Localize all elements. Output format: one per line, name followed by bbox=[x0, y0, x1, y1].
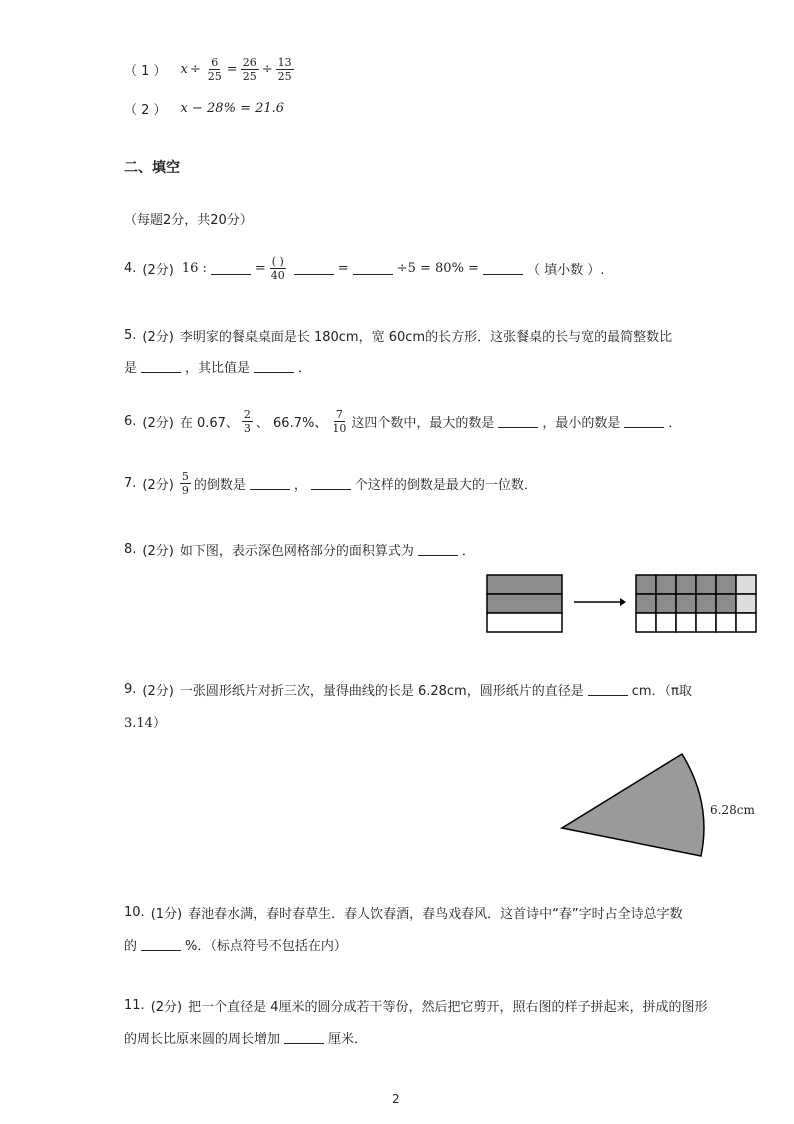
question-text: ， bbox=[293, 478, 307, 493]
grid-cell bbox=[636, 575, 656, 594]
question-number: 6. bbox=[124, 414, 137, 429]
answer-blank[interactable] bbox=[284, 1031, 324, 1044]
question-score: (2分) bbox=[142, 330, 174, 345]
equals-sign: = bbox=[226, 62, 238, 77]
question-9-line-1 bbox=[124, 680, 692, 699]
question-text: ，其比值是 bbox=[185, 361, 251, 376]
answer-blank[interactable] bbox=[141, 360, 181, 373]
page-number: 2 bbox=[392, 1092, 400, 1106]
equation-2 bbox=[124, 99, 284, 118]
question-score: (2分) bbox=[142, 263, 174, 278]
question-text: 的 bbox=[124, 939, 138, 954]
question-text: 如下图，表示深色网格部分的面积算式为 bbox=[179, 544, 414, 559]
equals-sign: = bbox=[254, 261, 266, 276]
question-text: 的周长比原来圆的周长增加 bbox=[124, 1032, 281, 1047]
question-text: 个这样的倒数是最大的一位数． bbox=[354, 478, 537, 493]
grid-cell bbox=[676, 594, 696, 613]
question-11-line-1 bbox=[124, 996, 708, 1015]
answer-blank[interactable] bbox=[141, 938, 181, 951]
answer-blank[interactable] bbox=[624, 415, 664, 428]
grid-cell bbox=[636, 594, 656, 613]
divide-sign: ÷ bbox=[189, 62, 201, 77]
grid-cell bbox=[696, 594, 716, 613]
grid-figure bbox=[480, 570, 760, 640]
grid-cell bbox=[716, 613, 736, 632]
question-11-line-2 bbox=[124, 1028, 367, 1047]
divide-sign-2: ÷ bbox=[261, 62, 273, 77]
question-5-line-2 bbox=[124, 357, 311, 376]
question-number: 9. bbox=[124, 682, 137, 697]
question-score: (2分) bbox=[142, 416, 174, 431]
question-text: 把一个直径是 4厘米的圆分成若干等份，然后把它剪开，照右图的样子拼起来，拼成的图形 bbox=[188, 1000, 708, 1015]
left-rectangle bbox=[487, 575, 562, 632]
question-number: 8. bbox=[124, 542, 137, 557]
question-text: ． bbox=[298, 361, 312, 376]
question-text: ，最小的数是 bbox=[542, 416, 621, 431]
fraction-13-25: $\frac{13}{25}$ bbox=[277, 56, 292, 83]
question-text: 的倒数是 bbox=[193, 478, 246, 493]
question-9-line-2: 3.14） bbox=[124, 716, 166, 731]
question-text: ． bbox=[668, 416, 682, 431]
section-note: （每题2分，共20分） bbox=[124, 213, 253, 228]
answer-blank[interactable] bbox=[250, 477, 290, 490]
answer-blank[interactable] bbox=[588, 683, 628, 696]
question-number: 10. bbox=[124, 905, 145, 920]
variable-x: x bbox=[180, 62, 188, 77]
answer-blank[interactable] bbox=[294, 262, 334, 275]
equation-1 bbox=[124, 56, 297, 83]
question-number: 11. bbox=[124, 998, 145, 1013]
answer-blank[interactable] bbox=[418, 543, 458, 556]
sector-figure bbox=[556, 748, 776, 863]
question-5-line-1 bbox=[124, 326, 672, 345]
question-score: (2分) bbox=[150, 1000, 183, 1015]
answer-blank[interactable] bbox=[353, 262, 393, 275]
grid-cell bbox=[656, 594, 676, 613]
question-6 bbox=[124, 408, 681, 435]
grid-cell bbox=[676, 575, 696, 594]
question-number: 7. bbox=[124, 476, 137, 491]
question-10-line-2 bbox=[124, 935, 347, 954]
equation-label: （ 1 ） bbox=[124, 64, 167, 79]
answer-blank[interactable] bbox=[498, 415, 538, 428]
section-title: 二、填空 bbox=[124, 160, 180, 176]
question-text: 、 66.7%、 bbox=[255, 416, 328, 431]
arc-length-label: 6.28cm bbox=[710, 803, 755, 817]
question-text: %．（标点符号不包括在内） bbox=[185, 939, 347, 954]
question-text: 厘米． bbox=[328, 1032, 368, 1047]
question-score: (1分) bbox=[150, 907, 183, 922]
question-tail: （ 填小数 ）. bbox=[526, 263, 605, 278]
grid-cell bbox=[716, 594, 736, 613]
question-text: 一张圆形纸片对折三次，量得曲线的长是 6.28cm，圆形纸片的直径是 bbox=[179, 684, 584, 699]
equation-label: （ 2 ） bbox=[124, 103, 167, 118]
question-text: 在 0.67、 bbox=[179, 416, 239, 431]
question-8 bbox=[124, 540, 475, 559]
sector-shape bbox=[562, 754, 704, 856]
division-text: ÷5 = 80% = bbox=[396, 261, 479, 276]
answer-blank[interactable] bbox=[254, 360, 294, 373]
grid-cell bbox=[736, 575, 756, 594]
question-score: (2分) bbox=[142, 544, 174, 559]
question-7 bbox=[124, 470, 537, 497]
grid-cell bbox=[736, 613, 756, 632]
fraction-7-10: $\frac{7}{10}$ bbox=[332, 408, 347, 435]
question-text: ． bbox=[461, 544, 475, 559]
fraction-26-25: $\frac{26}{25}$ bbox=[242, 56, 257, 83]
answer-blank[interactable] bbox=[211, 262, 251, 275]
question-text: 李明家的餐桌桌面是长 180cm，宽 60cm的长方形．这张餐桌的长与宽的最简整数比 bbox=[179, 330, 673, 345]
grid-cell bbox=[736, 594, 756, 613]
arrow-icon bbox=[574, 598, 626, 606]
answer-blank[interactable] bbox=[311, 477, 351, 490]
grid-cell bbox=[636, 613, 656, 632]
grid-cell bbox=[696, 613, 716, 632]
question-score: (2分) bbox=[142, 684, 174, 699]
grid-cell bbox=[716, 575, 736, 594]
fraction-2-3: $\frac{2}{3}$ bbox=[243, 408, 251, 435]
equation-expression: x − 28% = 21.6 bbox=[180, 101, 285, 116]
fraction-5-9: $\frac{5}{9}$ bbox=[181, 470, 189, 497]
question-text: 这四个数中，最大的数是 bbox=[351, 416, 495, 431]
question-text: cm．（π取 bbox=[631, 684, 692, 699]
grid-cell bbox=[656, 575, 676, 594]
answer-blank[interactable] bbox=[483, 262, 523, 275]
fraction-6-25: $\frac{6}{25}$ bbox=[207, 56, 222, 83]
question-text: 是 bbox=[124, 361, 138, 376]
question-number: 5. bbox=[124, 328, 137, 343]
ratio-text: 16 : bbox=[181, 261, 207, 276]
fraction-blank-40: $\frac{( )}{40}$ bbox=[270, 255, 285, 282]
grid-cell bbox=[676, 613, 696, 632]
question-4 bbox=[124, 255, 604, 282]
grid-cell bbox=[696, 575, 716, 594]
equals-sign: = bbox=[337, 261, 349, 276]
question-10-line-1 bbox=[124, 903, 683, 922]
grid-cell bbox=[656, 613, 676, 632]
question-score: (2分) bbox=[142, 478, 174, 493]
question-number: 4. bbox=[124, 261, 137, 276]
right-grid bbox=[636, 575, 756, 632]
question-text: 春池春水满，春时春草生．春人饮春酒，春鸟戏春风．这首诗中“春”字时占全诗总字数 bbox=[188, 907, 683, 922]
